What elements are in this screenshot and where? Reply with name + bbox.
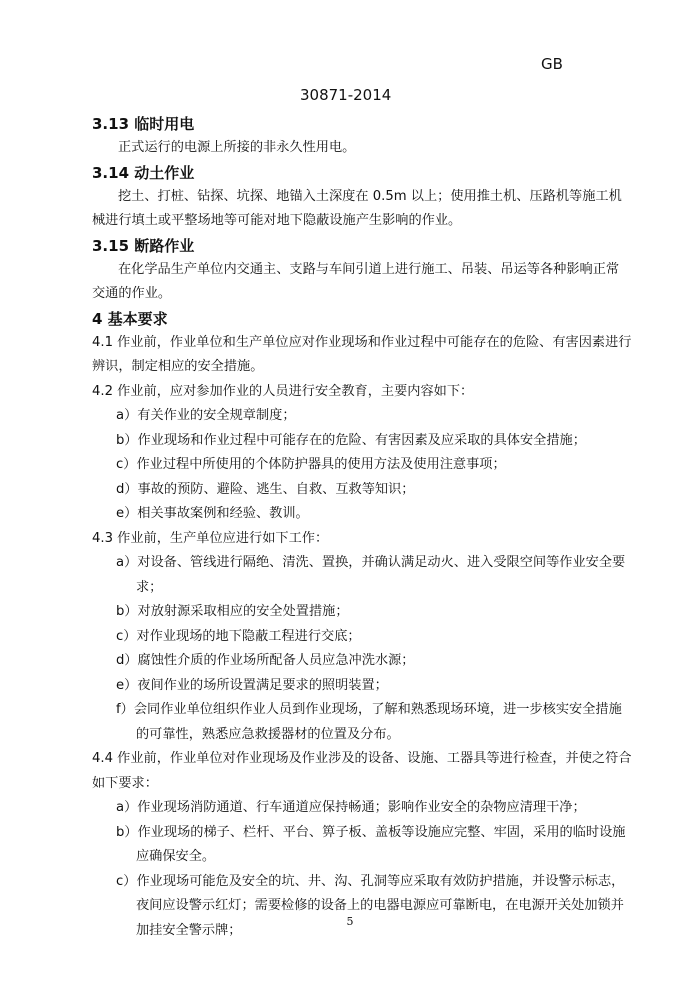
list-item: c）对作业现场的地下隐蔽工程进行交底；	[116, 628, 361, 644]
list-item: c）作业过程中所使用的个体防护器具的使用方法及使用注意事项；	[116, 457, 506, 472]
list-item: a）有关作业的安全规章制度；	[116, 408, 296, 423]
clause-paragraph: 4.2 作业前，应对参加作业的人员进行安全教育，主要内容如下：	[92, 383, 474, 399]
section-heading: 4 基本要求	[92, 309, 168, 328]
clause-paragraph: 4.4 作业前，作业单位对作业现场及作业涉及的设备、设施、工器具等进行检查，并使之符合如下要求：	[92, 751, 632, 791]
list-item: a）对设备、管线进行隔绝、清洗、置换，并确认满足动火、进入受限空间等作业安全要求；	[116, 555, 626, 595]
clause-paragraph: 4.1 作业前，作业单位和生产单位应对作业现场和作业过程中可能存在的危险、有害因素进行辨识，制定相应的安全措施。	[92, 334, 632, 374]
clause-paragraph: 4.3 作业前，生产单位应进行如下工作：	[92, 530, 329, 546]
definition-paragraph: 在化学品生产单位内交通主、支路与车间引道上进行施工、吊装、吊运等各种影响正常交通的作业。	[92, 261, 620, 301]
definition-paragraph: 挖土、打桩、钻探、坑探、地锚入土深度在 0.5m 以上；使用推土机、压路机等施工机械进行填土或平整场地等可能对地下隐蔽设施产生影响的作业。	[92, 188, 622, 228]
list-item: a）作业现场消防通道、行车通道应保持畅通；影响作业安全的杂物应清理干净；	[116, 800, 586, 815]
list-item: d）事故的预防、避险、逃生、自救、互救等知识；	[116, 481, 415, 497]
section-heading: 3.14 动土作业	[92, 163, 195, 182]
list-item: e）夜间作业的场所设置满足要求的照明装置；	[116, 677, 388, 693]
list-item: b）作业现场和作业过程中可能存在的危险、有害因素及应采取的具体安全措施；	[116, 432, 586, 448]
document-body	[92, 112, 632, 943]
list-item: b）作业现场的梯子、栏杆、平台、箅子板、盖板等设施应完整、牢固，采用的临时设施应确保安全。	[116, 824, 626, 864]
list-item: f）会同作业单位组织作业人员到作业现场，了解和熟悉现场环境，进一步核实安全措施的可靠性，熟悉应急救援器材的位置及分布。	[116, 702, 622, 742]
definition-paragraph: 正式运行的电源上所接的非永久性用电。	[118, 140, 356, 155]
header-number: 30871-2014	[300, 86, 392, 104]
list-item: b）对放射源采取相应的安全处置措施；	[116, 604, 349, 619]
list-item: c）作业现场可能危及安全的坑、井、沟、孔洞等应采取有效防护措施，并设警示标志，夜间应设警示红灯；需要检修的设备上的电器电源应可靠断电，在电源开关处加锁并加挂安全警示牌；	[116, 873, 625, 938]
header-code: GB	[541, 55, 563, 73]
section-heading: 3.15 断路作业	[92, 236, 195, 255]
list-item: d）腐蚀性介质的作业场所配备人员应急冲洗水源；	[116, 653, 415, 668]
section-heading: 3.13 临时用电	[92, 115, 195, 133]
page-number: 5	[346, 915, 354, 928]
list-item: e）相关事故案例和经验、教训。	[116, 506, 309, 521]
